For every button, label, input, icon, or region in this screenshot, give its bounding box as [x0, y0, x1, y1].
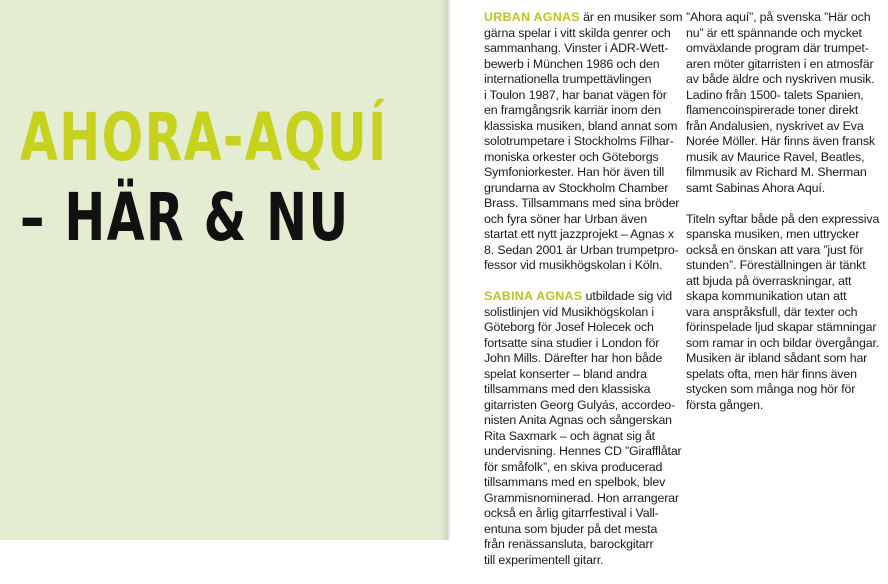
text-line: också en årlig gitarrfestival i Vall-: [484, 506, 659, 520]
text-line: fortsatte sina studier i London för: [484, 335, 660, 350]
text-line: stunden”. Föreställningen är tänkt: [686, 258, 866, 272]
text-line: nu” är ett spännande och mycket: [686, 25, 862, 40]
text-line: stycken som många nog hör för: [686, 382, 856, 396]
text-line: i Toulon 1987, har banat vägen för: [484, 87, 667, 102]
title-line-1: AHORA-AQUÍ: [20, 99, 388, 176]
text-line: Rita Saxmark – och ägnat sig åt: [484, 428, 655, 443]
text-line: en framgångsrik karriär inom den: [484, 103, 662, 117]
text-line: också en önskan att vara ”just för: [686, 242, 864, 257]
text-line: att bjuda på överraskningar, att: [686, 273, 852, 288]
text-line: Göteborg för Josef Holecek och: [484, 320, 654, 334]
text-line-rest: utbildade sig vid: [582, 289, 672, 303]
text-line: solistlinjen vid Musikhögskolan i: [484, 304, 654, 319]
urban-bio-paragraph: [484, 10, 684, 274]
text-line: grundarna av Stockholm Chamber: [484, 180, 669, 195]
text-line: startat ett nytt jazzprojekt – Agnas x: [484, 227, 674, 241]
text-line: solotrumpetare i Stockholms Filhar-: [484, 134, 674, 148]
text-line: klassiska musiken, bland annat som: [484, 118, 678, 133]
text-line: sammanhang. Vinster i ADR-Wett-: [484, 41, 669, 55]
program-paragraph: [686, 10, 886, 196]
page-title: [20, 98, 388, 258]
title-line-2: – HÄR & NU: [20, 179, 350, 256]
text-column-left: [484, 10, 684, 584]
text-line: gitarristen Georg Gulyás, accordeo-: [484, 397, 676, 412]
text-line: till experimentell gitarr.: [484, 552, 604, 567]
text-line: moniska orkester och Göteborgs: [484, 149, 659, 164]
text-line: spelat konserter – bland andra: [484, 366, 647, 381]
text-line: tillsammans med den klassiska: [484, 382, 651, 396]
sabina-name: SABINA AGNAS: [484, 289, 583, 303]
left-page: [0, 0, 448, 540]
text-line: för småfolk”, en skiva producerad: [484, 459, 663, 474]
text-line: bewerb i München 1986 och den: [484, 56, 660, 71]
text-line: flamencoinspirerade toner direkt: [686, 103, 859, 117]
urban-name: URBAN AGNAS: [484, 10, 580, 24]
text-line: tillsammans med en spelbok, blev: [484, 475, 666, 489]
title-meaning-paragraph: [686, 212, 886, 414]
text-line: spanska musiken, men uttrycker: [686, 227, 860, 241]
text-line: John Mills. Därefter har hon både: [484, 351, 663, 365]
text-line: undervisning. Hennes CD ”Girafflåtar: [484, 444, 682, 458]
text-line: 8. Sedan 2001 är Urban trumpetpro-: [484, 242, 679, 257]
text-line: gärna spelar i vitt skilda genrer och: [484, 25, 671, 40]
text-line: från renässansluta, barockgitarr: [484, 537, 654, 551]
text-line: ”Ahora aquí”, på svenska ”Här och: [686, 10, 871, 24]
text-line: och fyra söner har Urban även: [484, 211, 648, 226]
text-line: Titeln syftar både på den expressiva: [686, 211, 880, 226]
text-line: omväxlande program där trumpet-: [686, 41, 869, 55]
text-line: vara anspråksfull, där texter och: [686, 304, 858, 319]
text-line: av både äldre och nyskriven musik.: [686, 72, 875, 86]
text-line: Musiken är ibland sådant som har: [686, 351, 868, 365]
text-line: spelats ofta, men här finns även: [686, 366, 857, 381]
text-line-rest: är en musiker som: [579, 10, 683, 24]
text-line: skapa kommunikation utan att: [686, 289, 847, 303]
text-line: som ramar in och bildar övergångar.: [686, 335, 880, 350]
text-line: förinspelade ljud skapar stämningar: [686, 320, 877, 334]
text-line: [484, 289, 684, 305]
text-line: Brass. Tillsammans med sina bröder: [484, 196, 680, 210]
text-line: från Andalusien, nyskrivet av Eva: [686, 118, 864, 133]
text-line: Ladino från 1500- talets Spanien,: [686, 87, 864, 102]
text-line: första gången.: [686, 397, 764, 412]
text-line: fessor vid musikhögskolan i Köln.: [484, 258, 663, 272]
text-line: nisten Anita Agnas och sångerskan: [484, 413, 672, 427]
text-line: [484, 10, 684, 26]
text-line: samt Sabinas Ahora Aquí.: [686, 180, 825, 195]
text-line: Symfoniorkester. Han hör även till: [484, 165, 665, 179]
text-line: musik av Maurice Ravel, Beatles,: [686, 149, 865, 164]
sabina-bio-paragraph: [484, 289, 684, 568]
text-line: internationella trumpettävlingen: [484, 72, 652, 86]
text-line: entuna som bjuder på det mesta: [484, 521, 658, 536]
text-line: filmmusik av Richard M. Sherman: [686, 165, 867, 179]
text-line: Grammisnominerad. Hon arrangerar: [484, 490, 679, 505]
text-line: aren möter gitarristen i en atmosfär: [686, 56, 874, 71]
text-line: Norée Möller. Här finns även fransk: [686, 134, 875, 148]
text-column-right: [686, 10, 886, 429]
